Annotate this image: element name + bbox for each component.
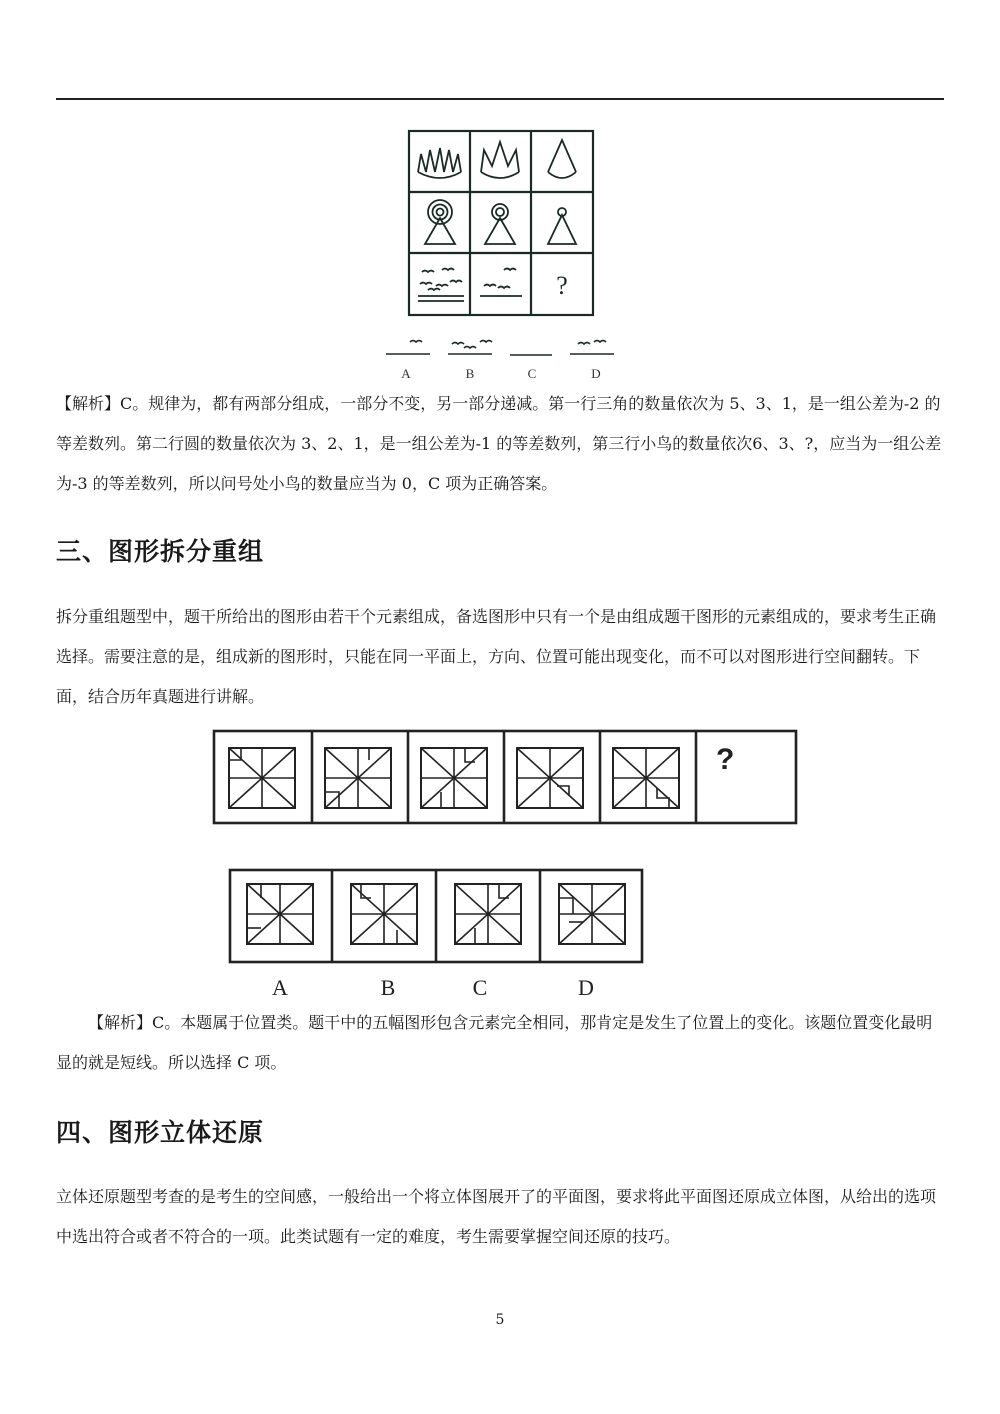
analysis-paragraph-2: 【解析】C。本题属于位置类。题干中的五幅图形包含元素完全相同，那肯定是发生了位置上的变化。该题位置变化最明显的就是短线。所以选择 C 项。 <box>56 1013 933 1072</box>
stem-figure-2 <box>325 748 391 808</box>
section-3-intro: 拆分重组题型中，题干所给出的图形由若干个元素组成，备选图形中只有一个是由组成题干图形的元素组成的，要求考生正确选择。需要注意的是，组成新的图形时，只能在同一平面上，方向、位置可能出现变化，而不可以对图形进行空间翻转。下面，结合历年真题进行讲解。 <box>56 607 937 706</box>
option-label-b: B <box>465 366 475 381</box>
three-triangles-icon <box>481 142 519 178</box>
section-heading-3: 三、图形拆分重组 <box>56 537 265 566</box>
option-label-d: D <box>591 366 601 381</box>
header-rule <box>56 98 944 100</box>
option-a-figure <box>386 341 430 355</box>
stem-question-mark: ? <box>716 743 735 776</box>
option-figure-a <box>247 884 313 944</box>
option-b-figure <box>448 341 492 355</box>
matrix-question-mark: ? <box>556 271 568 300</box>
section-4-intro: 立体还原题型考查的是考生的空间感，一般给出一个将立体图展开了的平面图，要求将此平面图还原成立体图，从给出的选项中选出符合或者不符合的一项。此类试题有一定的难度，考生需要掌握空间还原的技巧。 <box>56 1187 937 1246</box>
option-figure-d <box>559 884 625 944</box>
option-d-figure <box>570 341 614 355</box>
two-circles-triangle-icon <box>485 204 515 244</box>
one-circle-triangle-icon <box>548 208 576 244</box>
split-recombine-options-figure <box>228 868 648 1002</box>
page-number: 5 <box>495 1312 505 1328</box>
one-triangle-icon <box>548 140 576 178</box>
stem-figure-4 <box>517 748 583 808</box>
option-label-c: C <box>472 975 488 1000</box>
option-label-d: D <box>578 975 594 1000</box>
stem-figure-3 <box>421 748 487 808</box>
stem-figure-1 <box>229 748 295 808</box>
matrix-puzzle-figure <box>380 126 620 386</box>
three-birds-icon <box>480 269 522 297</box>
six-birds-icon <box>418 269 464 302</box>
section-heading-4: 四、图形立体还原 <box>56 1118 265 1147</box>
split-recombine-stem-figure <box>212 729 798 826</box>
option-label-a: A <box>272 975 288 1000</box>
option-label-c: C <box>527 366 537 381</box>
option-figure-b <box>351 884 417 944</box>
option-label-a: A <box>401 366 411 381</box>
option-figure-c <box>455 884 521 944</box>
option-label-b: B <box>380 975 396 1000</box>
five-triangles-icon <box>418 148 461 178</box>
analysis-paragraph-1: 【解析】C。规律为，都有两部分组成，一部分不变，另一部分递减。第一行三角的数量依次为 5、3、1，是一组公差为-2 的等差数列。第二行圆的数量依次为 3、2、1，是一组公差为-1 的等差数列，第三行小鸟的数量依次6、3、?，应当为一组公差为-3 的等差数列，所以问号处小鸟的数量应当为 0，C 项为正确答案。 <box>56 394 942 493</box>
stem-figure-5 <box>613 748 679 808</box>
three-circles-triangle-icon <box>425 200 455 244</box>
